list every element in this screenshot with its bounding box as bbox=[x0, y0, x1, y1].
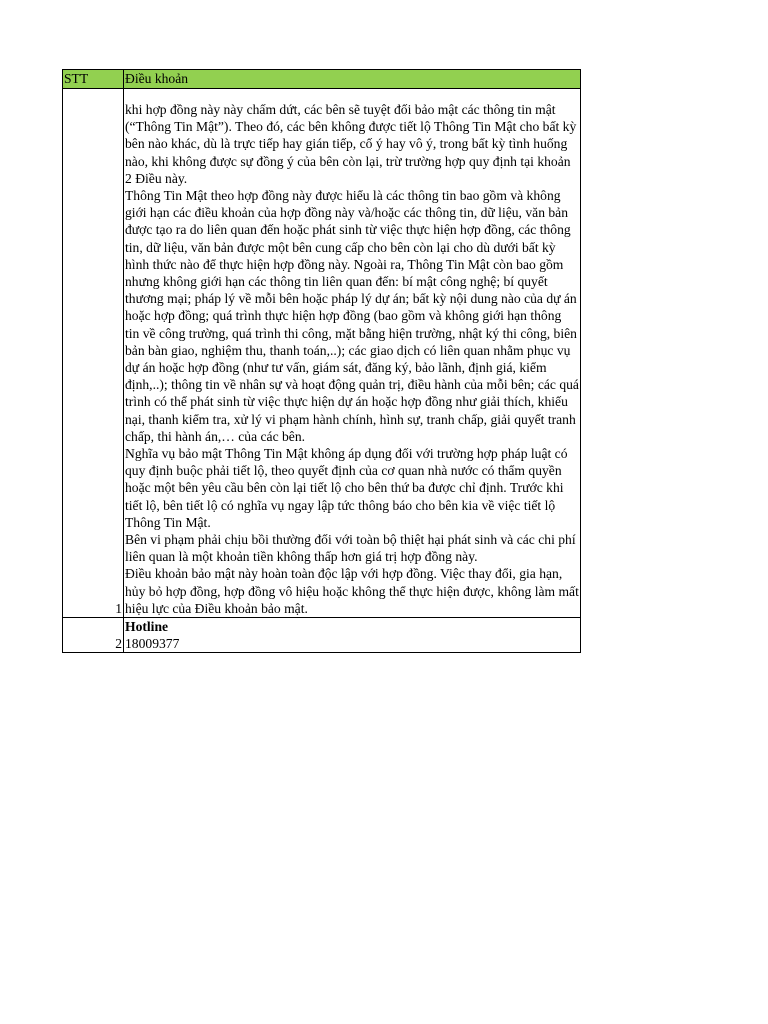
clause-paragraph: Nghĩa vụ bảo mật Thông Tin Mật không áp dụng đối với trường hợp pháp luật có quy định buộc phải tiết lộ, theo quyết định của cơ quan nhà nước có thẩm quyền hoặc một bên yêu cầu bên còn lại tiết lộ cho bên thứ ba được chỉ định. Trước khi tiết lộ, bên tiết lộ có nghĩa vụ ngay lập tức thông báo cho bên kia về việc tiết lộ Thông Tin Mật. bbox=[125, 445, 568, 530]
clause-paragraph: Điều khoản bảo mật này hoàn toàn độc lập với hợp đồng. Việc thay đổi, gia hạn, hủy bỏ hợp đồng, hợp đồng vô hiệu hoặc không thể thực hiện được, không làm mất hiệu lực của Điều khoản bảo mật. bbox=[125, 566, 579, 616]
clause-paragraph: khi hợp đồng này này chấm dứt, các bên sẽ tuyệt đối bảo mật các thông tin mật (“Thông Tin Mật”). Theo đó, các bên không được tiết lộ Thông Tin Mật cho bất kỳ bên nào khác, dù là trực tiếp hay gián tiếp, cố ý hay vô ý, trong bất kỳ tình huống nào, khi không được sự đồng ý của bên còn lại, trừ trường hợp quy định tại khoản 2 Điều này. bbox=[125, 101, 577, 186]
table-row bbox=[63, 89, 581, 618]
row-1-clause[interactable] bbox=[124, 89, 581, 618]
header-stt[interactable]: STT bbox=[63, 70, 124, 89]
header-row bbox=[63, 70, 581, 89]
row-1-stt[interactable]: 1 bbox=[63, 89, 124, 618]
clause-paragraph: Bên vi phạm phải chịu bồi thường đối với toàn bộ thiệt hại phát sinh và các chi phí liên quan là một khoản tiền không thấp hơn giá trị hợp đồng này. bbox=[125, 531, 576, 565]
clause-table bbox=[62, 69, 581, 653]
table-row bbox=[63, 618, 581, 653]
row-2-stt[interactable]: 2 bbox=[63, 618, 124, 653]
row-2-hotline[interactable] bbox=[124, 618, 581, 653]
clause-paragraph: Thông Tin Mật theo hợp đồng này được hiểu là các thông tin bao gồm và không giới hạn các điều khoản của hợp đồng này và/hoặc các thông tin, dữ liệu, văn bản được tạo ra do liên quan đến hoặc phát sinh từ việc thực hiện hợp đồng, các thông tin, dữ liệu, văn bản được một bên cung cấp cho bên còn lại cho dù dưới bất kỳ hình thức nào để thực hiện hợp đồng này. Ngoài ra, Thông Tin Mật còn bao gồm nhưng không giới hạn các thông tin liên quan đến: bí mật công nghệ; bí quyết thương mại; pháp lý về mỗi bên hoặc pháp lý dự án; bất kỳ nội dung nào của dự án hoặc hợp đồng; quá trình thực hiện hợp đồng (bao gồm và không giới hạn thông tin về công trường, quá trình thi công, mặt bằng hiện trường, nhật ký thi công, biên bản bàn giao, nghiệm thu, thanh toán,..); các giao dịch có liên quan nhằm phục vụ dự án hoặc hợp đồng (như tư vấn, giám sát, đăng ký, bảo lãnh, định giá, kiểm định,..); thông tin về nhân sự và hoạt động quản trị, điều hành của mỗi bên; các quá trình có thể phát sinh từ việc thực hiện dự án hoặc hợp đồng như giải thích, khiếu nại, thanh kiểm tra, xử lý vi phạm hành chính, hình sự, tranh chấp, giải quyết tranh chấp, thi hành án,… của các bên. bbox=[125, 187, 579, 444]
hotline-number: 18009377 bbox=[125, 636, 180, 652]
header-clause[interactable]: Điều khoản bbox=[124, 70, 581, 89]
spreadsheet-table-container bbox=[62, 69, 580, 653]
hotline-title: Hotline bbox=[125, 619, 169, 634]
